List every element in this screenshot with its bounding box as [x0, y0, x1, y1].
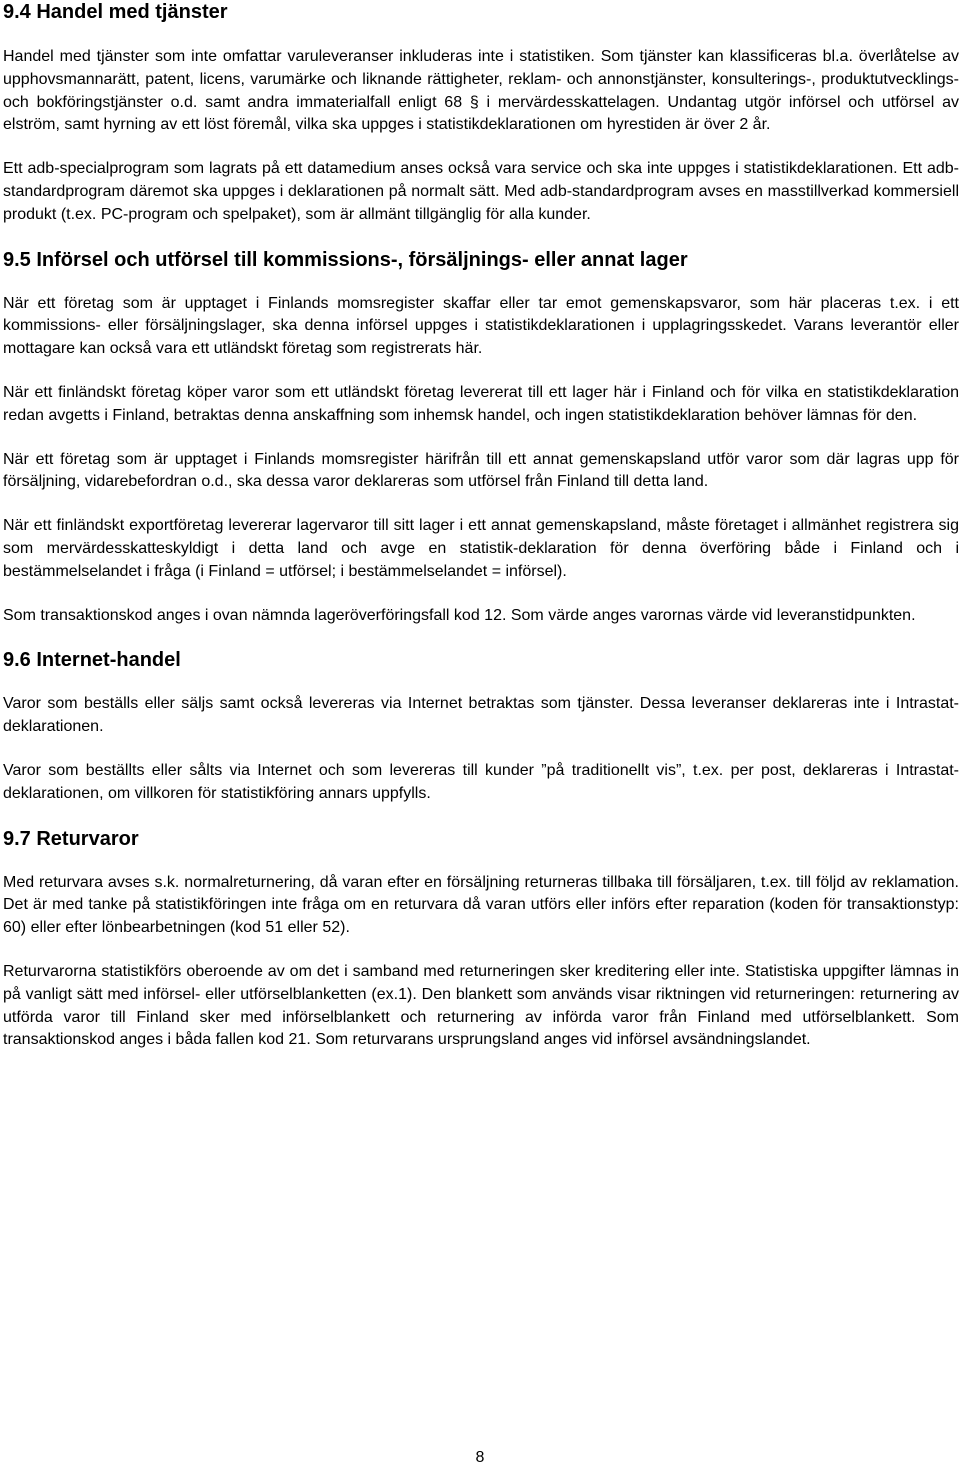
paragraph-9-5-3: När ett företag som är upptaget i Finlands momsregister härifrån till ett annat gemenskapsland utför varor som där lagras upp för försäljning, vidarebefordran o.d., ska dessa varor deklareras som utförsel från Finland till detta land. [3, 450, 959, 491]
heading-9-6: 9.6 Internet-handel [3, 649, 181, 672]
paragraph-9-4-1 [3, 46, 959, 137]
paragraph-9-5-2: När ett finländskt företag köper varor som ett utländskt företag levererat till ett lager här i Finland och för vilka en statistikdeklaration redan avgetts i Finland, betraktas denna anskaffning som inhemsk handel, och ingen statistikdeklaration behöver lämnas för den. [3, 383, 959, 424]
paragraph-9-4-2: Ett adb-specialprogram som lagrats på ett datamedium anses också vara service och ska inte uppges i statistikdeklarationen. Ett adb-standardprogram däremot ska uppges i deklarationen på normalt sätt. Med adb-standardprogram avses en masstillverkad kommersiell produkt (t.ex. PC-program och spelpaket), som är allmänt tillgänglig för alla kunder. [3, 160, 959, 223]
paragraph-9-5-1: När ett företag som är upptaget i Finlands momsregister skaffar eller tar emot gemenskapsvaror, som här placeras t.ex. i ett kommissions- eller försäljningslager, ska denna införsel uppges i statistikdeklarationen i upplagringsskedet. Varans leverantör eller mottagare kan också vara ett utländskt företag som registrerats här. [3, 294, 959, 358]
paragraph-9-6-2: Varor som beställts eller sålts via Internet och som levereras till kunder ”på traditionellt vis”, t.ex. per post, deklareras i Intrastat-deklarationen, om villkoren för statistikföring annars uppfylls. [3, 761, 959, 802]
page-content [3, 0, 959, 1073]
section-sign-symbol: § [469, 93, 479, 111]
heading-9-4: 9.4 Handel med tjänster [3, 1, 228, 23]
paragraph-9-5-5: Som transaktionskod anges i ovan nämnda lageröverföringsfall kod 12. Som värde anges varornas värde vid leveranstidpunkten. [3, 606, 916, 624]
paragraph-9-4-1-part2: i mervärdesskattelagen. Undantag utgör införsel och utförsel av elström, samt hyrning av ett löst föremål, vilka ska uppges i statistikdeklarationen om hyrestiden är över 2 år. [3, 93, 960, 134]
paragraph-9-5-4: När ett finländskt exportföretag levererar lagervaror till sitt lager i ett annat gemenskapsland, måste företaget i allmänhet registrera sig som mervärdesskatteskyldigt i detta land och avge en statistik-deklaration för denna överföring både i Finland och i bestämmelselandet i fråga (i Finland = utförsel; i bestämmelselandet = införsel). [3, 517, 959, 580]
paragraph-9-4-1-part1: Handel med tjänster som inte omfattar varuleveranser inkluderas inte i statistiken. Som tjänster kan klassificeras bl.a. överlåtelse av upphovsmannarätt, patent, licens, varumärke och liknande rättigheter, reklam- och annonstjänster, konsulterings-, produktutvecklings- och bokföringstjänster o.d. samt andra immaterialfall enligt 68 [3, 48, 959, 111]
paragraph-9-7-1: Med returvara avses s.k. normalreturnering, då varan efter en försäljning returneras tillbaka till försäljaren, t.ex. till följd av reklamation. Det är med tanke på statistikföringen inte fråga om en returvara då varan utförs eller införs efter reparation (koden för transaktionstyp: 60) eller efter lönbearbetningen (kod 51 eller 52). [3, 873, 959, 937]
page-number: 8 [475, 1449, 485, 1466]
paragraph-9-7-2: Returvarorna statistikförs oberoende av om det i samband med returneringen sker kreditering eller inte. Statistiska uppgifter lämnas in på vanligt sätt med införsel- eller utförselblanketten (ex.1). Den blankett som används visar riktningen vid returneringen: returnering av utförda varor till Finland sker med införselblankett och returnering av införda varor från Finland med utförselblankett. Som transaktionskod anges i båda fallen kod 21. Som returvarans ursprungsland anges vid införsel avsändningslandet. [3, 962, 959, 1049]
heading-9-7: 9.7 Returvaror [3, 827, 139, 850]
heading-9-5: 9.5 Införsel och utförsel till kommissions-, försäljnings- eller annat lager [3, 248, 688, 271]
paragraph-9-6-1: Varor som beställs eller säljs samt också levereras via Internet betraktas som tjänster. Dessa leveranser deklareras inte i Intrastat-deklarationen. [3, 695, 959, 736]
